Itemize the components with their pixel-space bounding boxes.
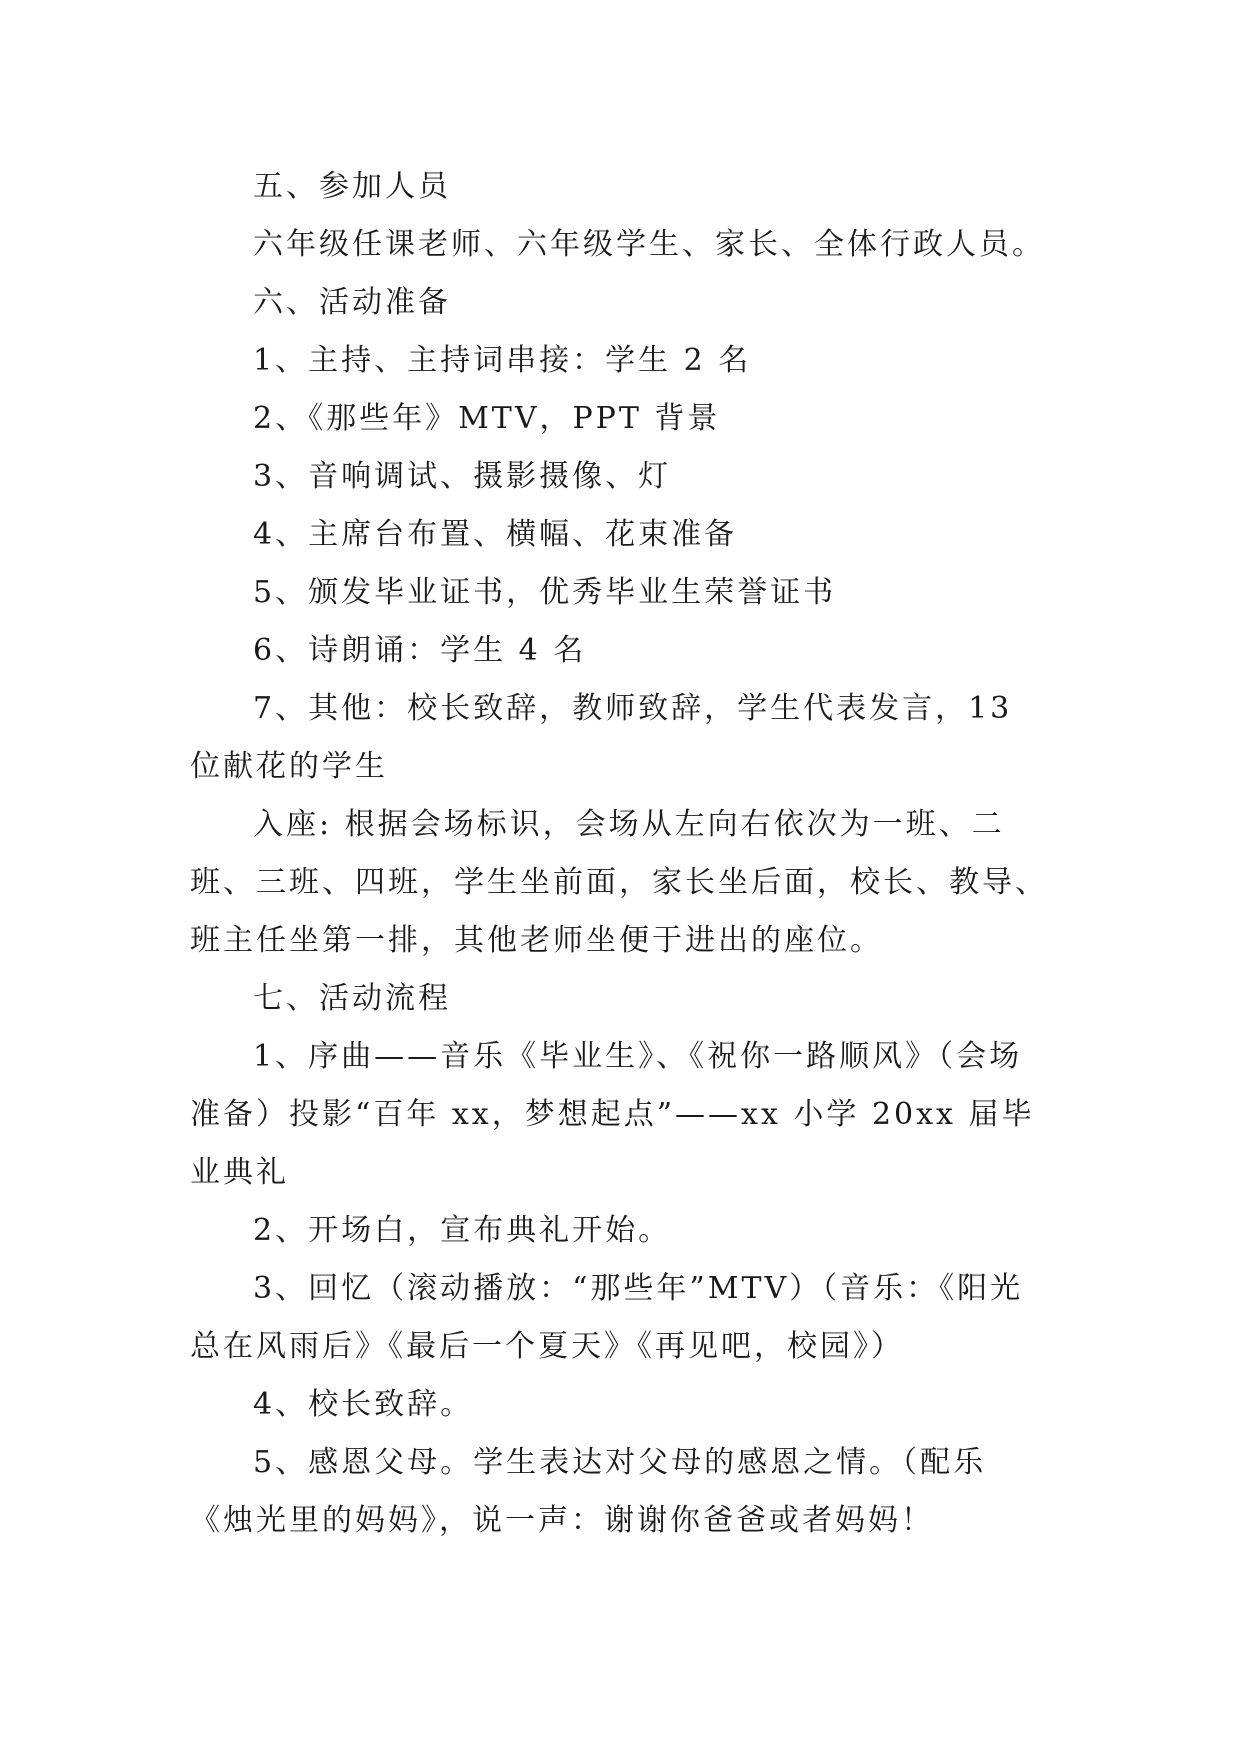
- prep-item-poetry: 6、诗朗诵：学生 4 名: [253, 633, 587, 668]
- prep-item-other: 7、其他：校长致辞，教师致辞，学生代表发言，13 位献花的学生: [190, 691, 1013, 784]
- section-heading-procedure: 七、活动流程: [253, 981, 451, 1016]
- section-heading-preparation: 六、活动准备: [253, 285, 451, 320]
- procedure-item-memories: 3、回忆（滚动播放：“那些年”MTV）（音乐：《阳光总在风雨后》《最后一个夏天》《再见吧，校园》）: [190, 1271, 1024, 1364]
- prep-item-host: 1、主持、主持词串接：学生 2 名: [253, 343, 752, 378]
- prep-item-sound: 3、音响调试、摄影摄像、灯: [253, 459, 672, 494]
- procedure-item-principal-speech: 4、校长致辞。: [253, 1387, 474, 1422]
- participants-list: 六年级任课老师、六年级学生、家长、全体行政人员。: [253, 227, 1045, 262]
- procedure-item-overture: 1、序曲——音乐《毕业生》、《祝你一路顺风》（会场准备）投影“百年 xx，梦想起点”——xx 小学 20xx 届毕业典礼: [190, 1039, 1035, 1190]
- prep-item-stage: 4、主席台布置、横幅、花束准备: [253, 517, 738, 552]
- prep-item-certificates: 5、颁发毕业证书，优秀毕业生荣誉证书: [253, 575, 837, 610]
- procedure-item-gratitude: 5、感恩父母。学生表达对父母的感恩之情。（配乐《烛光里的妈妈》，说一声：谢谢你爸爸或者妈妈！: [190, 1445, 987, 1538]
- prep-item-mtv: 2、《那些年》MTV，PPT 背景: [253, 401, 721, 436]
- seating-paragraph: 入座: 根据会场标识，会场从左向右依次为一班、二班、三班、四班，学生坐前面，家长坐后面，校长、教导、班主任坐第一排，其他老师坐便于进出的座位。: [190, 807, 1048, 958]
- section-heading-participants: 五、参加人员: [253, 169, 451, 204]
- procedure-item-opening: 2、开场白，宣布典礼开始。: [253, 1213, 672, 1248]
- document-body: [190, 158, 1050, 1550]
